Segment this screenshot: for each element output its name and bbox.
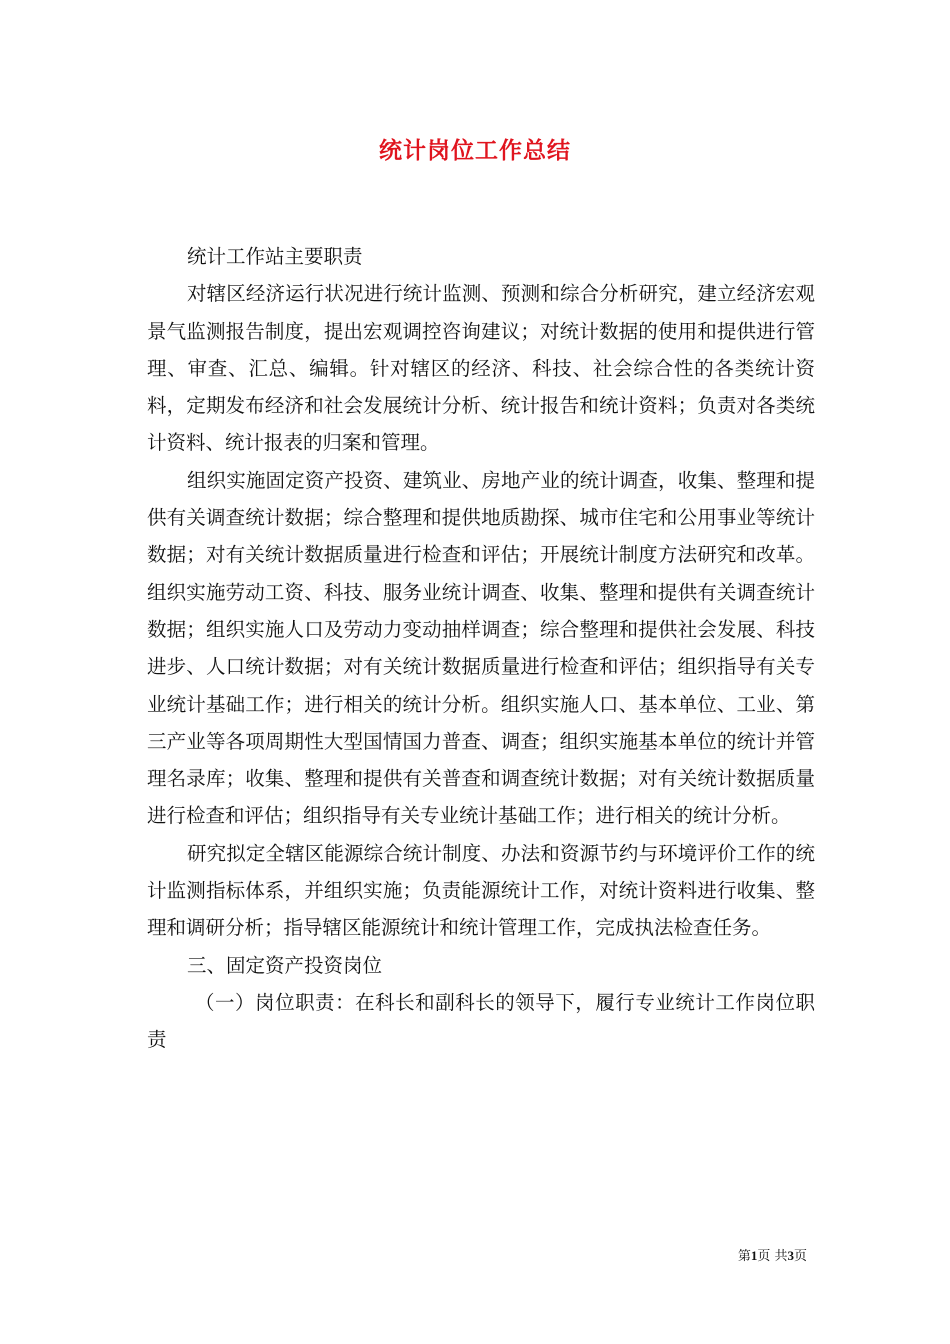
footer-prefix: 第 xyxy=(737,1249,751,1264)
paragraph-heading: 统计工作站主要职责 xyxy=(187,245,363,268)
footer-total-pages: 3 xyxy=(787,1248,794,1263)
document-title: 统计岗位工作总结 xyxy=(379,137,571,164)
paragraph: 研究拟定全辖区能源综合统计制度、办法和资源节约与环境评价工作的统计监测指标体系，并组织实施；负责能源统计工作，对统计资料进行收集、整理和调研分析；指导辖区能源统计和统计管理工作，完成执法检查任务。 xyxy=(147,841,815,940)
paragraph-subitem: （一）岗位职责：在科长和副科长的领导下，履行专业统计工作岗位职责 xyxy=(147,990,815,1052)
document-body xyxy=(147,238,815,1059)
footer-middle: 页 共 xyxy=(757,1249,788,1264)
paragraph: 组织实施固定资产投资、建筑业、房地产业的统计调查，收集、整理和提供有关调查统计数据；综合整理和提供地质勘探、城市住宅和公用事业等统计数据；对有关统计数据质量进行检查和评估；开展统计制度方法研究和改革。组织实施劳动工资、科技、服务业统计调查、收集、整理和提供有关调查统计数据；组织实施人口及劳动力变动抽样调查；综合整理和提供社会发展、科技进步、人口统计数据；对有关统计数据质量进行检查和评估；组织指导有关专业统计基础工作；进行相关的统计分析。组织实施人口、基本单位、工业、第三产业等各项周期性大型国情国力普查、调查；组织实施基本单位的统计并管理名录库；收集、整理和提供有关普查和调查统计数据；对有关统计数据质量进行检查和评估；组织指导有关专业统计基础工作；进行相关的统计分析。 xyxy=(147,468,815,828)
page-number-footer xyxy=(738,1245,807,1264)
footer-page-number: 1 xyxy=(750,1248,758,1263)
paragraph: 对辖区经济运行状况进行统计监测、预测和综合分析研究，建立经济宏观景气监测报告制度，提出宏观调控咨询建议；对统计数据的使用和提供进行管理、审查、汇总、编辑。针对辖区的经济、科技、社会综合性的各类统计资料，定期发布经济和社会发展统计分析、统计报告和统计资料；负责对各类统计资料、统计报表的归案和管理。 xyxy=(147,282,815,455)
section-heading: 三、固定资产投资岗位 xyxy=(187,953,383,977)
footer-suffix: 页 xyxy=(793,1249,807,1264)
